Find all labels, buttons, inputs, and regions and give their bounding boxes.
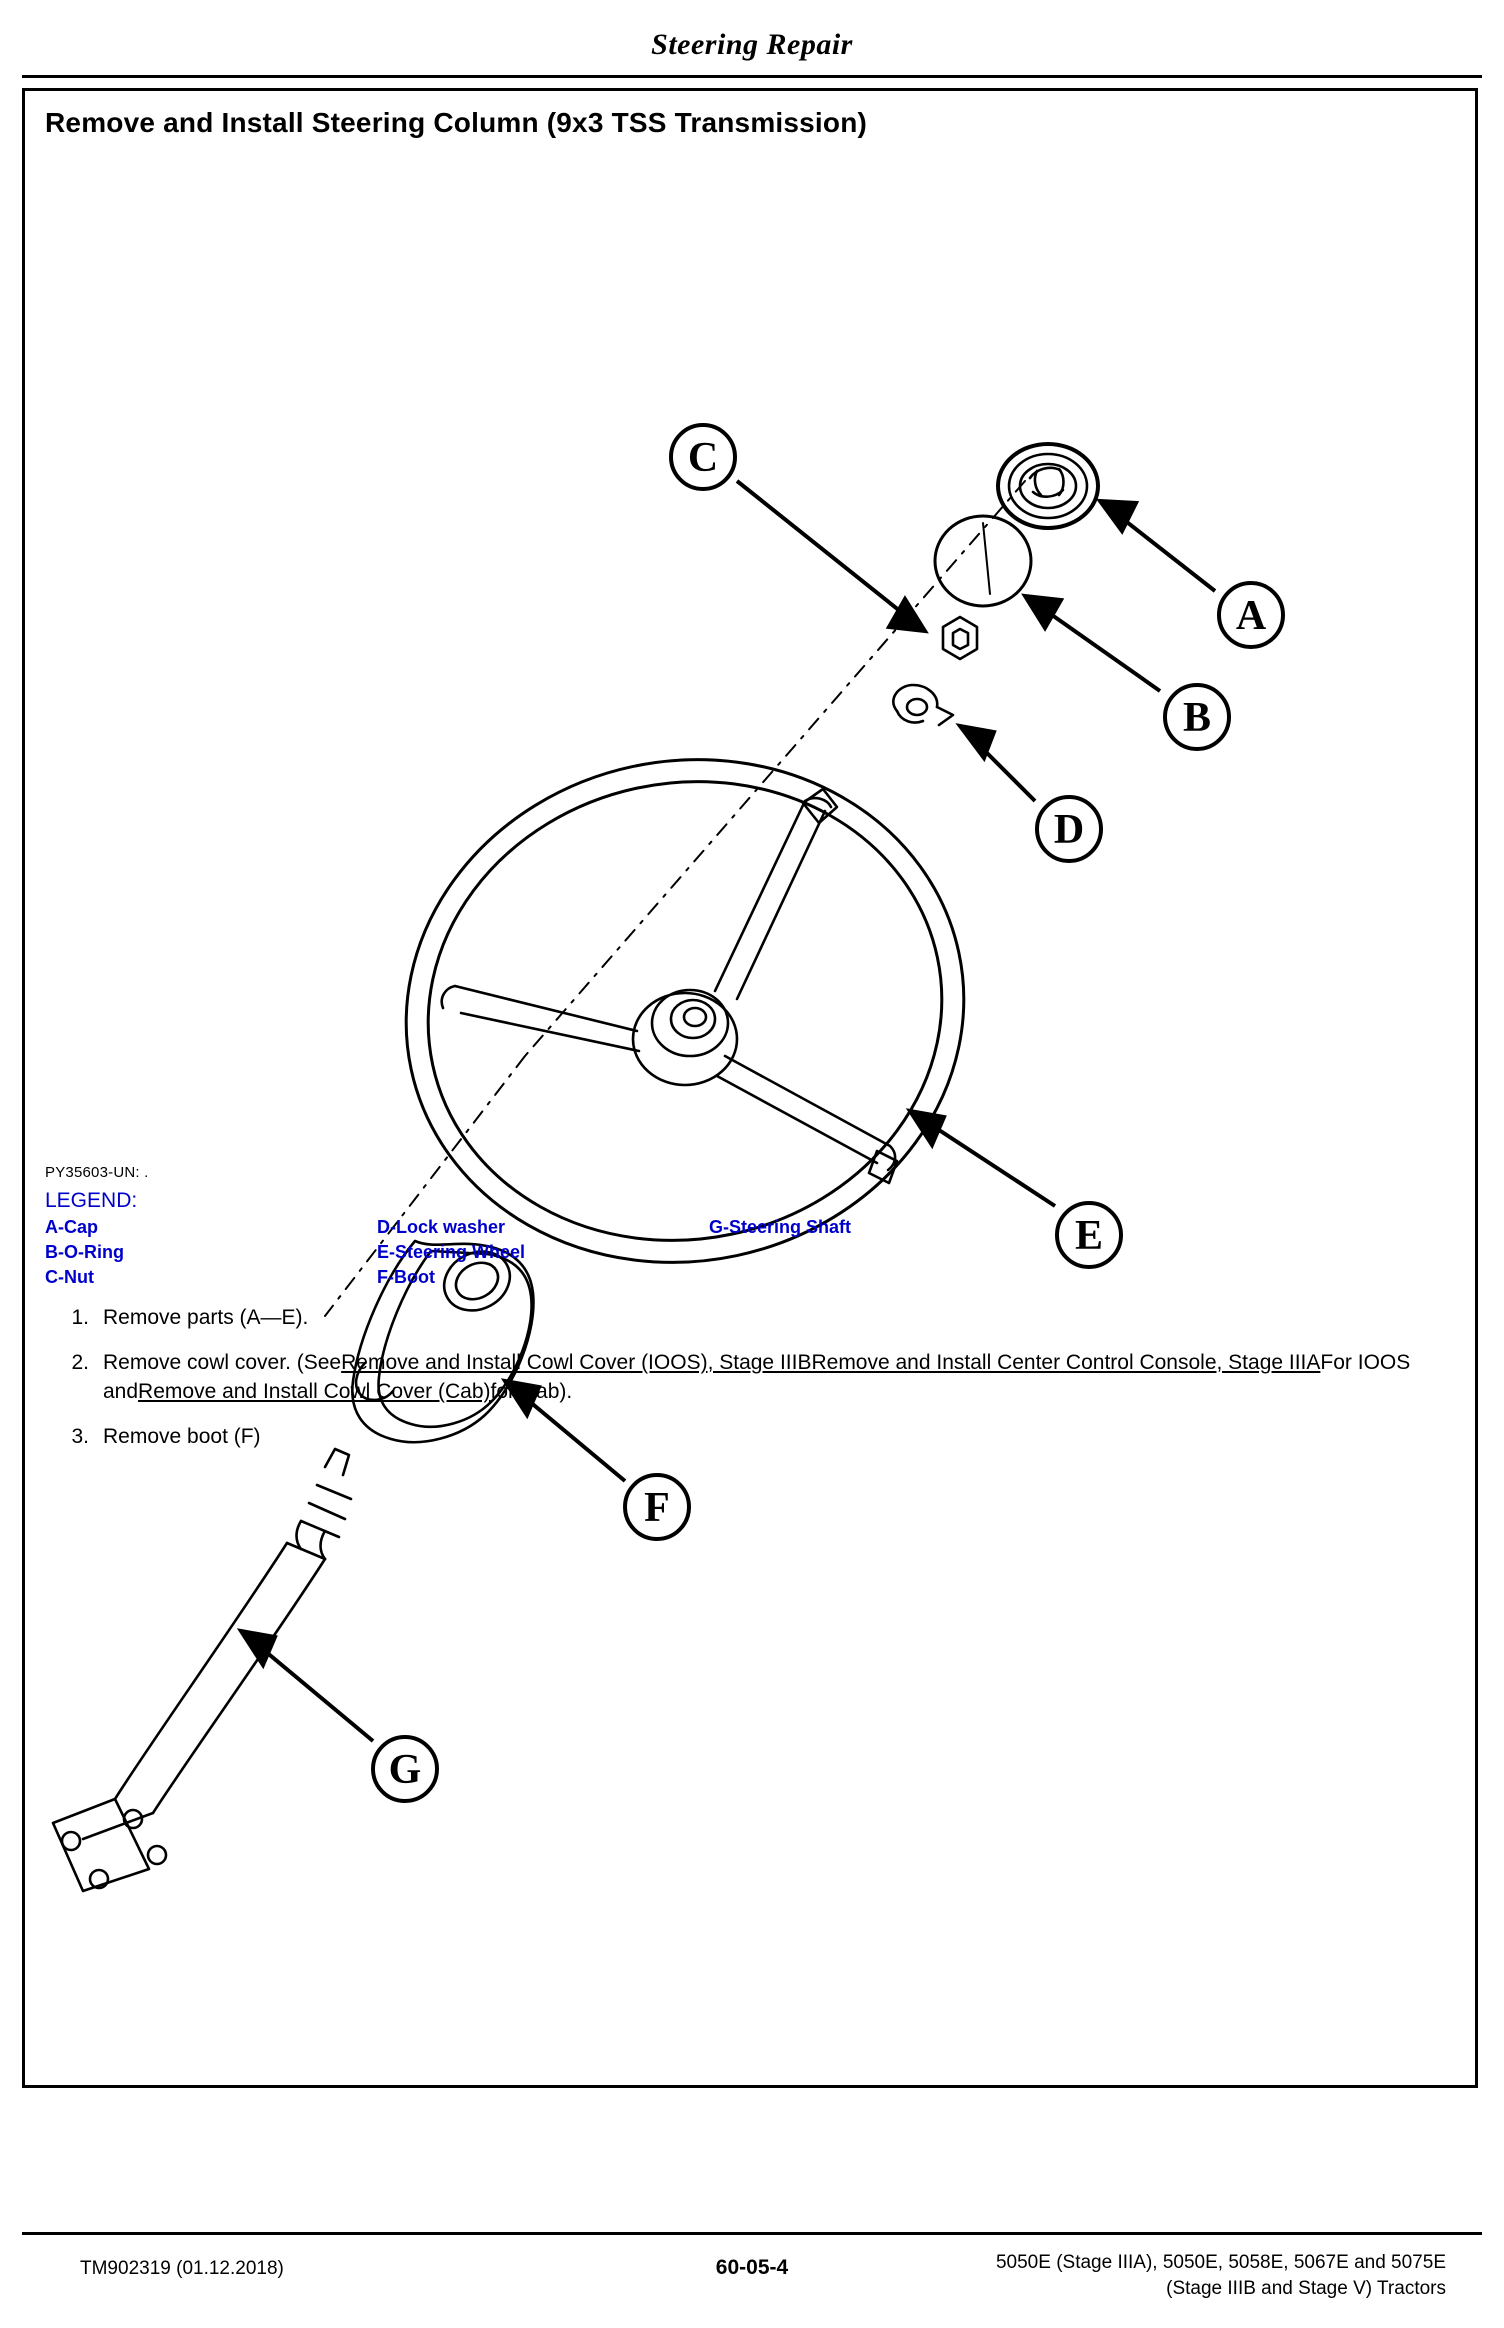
step-2-number: 2. (71, 1351, 89, 1374)
legend-item-d: D-Lock washer (377, 1217, 506, 1237)
legend-item-b: B-O-Ring (45, 1242, 124, 1262)
step-2-text-mid: For IOOS and (103, 1351, 1411, 1403)
legend-item-g: G-Steering Shaft (709, 1217, 852, 1237)
step-2-text-lead: Remove cowl cover. (See (103, 1351, 342, 1374)
legend-item-f: F-Boot (377, 1267, 435, 1287)
step-1 (49, 1303, 1449, 1332)
svg-text:G: G (388, 1747, 422, 1793)
legend-item-a: A-Cap (45, 1217, 98, 1237)
page-header (22, 28, 1482, 62)
lock-washer-part (893, 685, 953, 725)
svg-text:F: F (644, 1485, 670, 1531)
nut-part (943, 617, 977, 659)
step-2 (49, 1348, 1449, 1406)
link-center-control-console[interactable]: Remove and Install Center Control Console, Stage IIIA (811, 1351, 1321, 1374)
legend-column-1 (45, 1215, 124, 1290)
link-cowl-cover-ioos[interactable]: Remove and Install Cowl Cover (IOOS), Stage IIIB (341, 1351, 812, 1374)
legend-column-3 (709, 1215, 851, 1240)
step-1-text: Remove parts (A—E). (103, 1306, 309, 1329)
step-3-number: 3. (71, 1425, 89, 1448)
link-cowl-cover-cab[interactable]: Remove and Install Cowl Cover (Cab) (138, 1380, 491, 1403)
svg-text:C: C (687, 435, 719, 481)
procedure-steps (49, 1303, 1449, 1467)
cap-part (998, 444, 1098, 528)
o-ring-part (935, 516, 1031, 606)
svg-text:D: D (1053, 807, 1085, 853)
svg-text:B: B (1182, 695, 1212, 741)
footer-model-line-2: (Stage IIIB and Stage V) Tractors (1166, 2278, 1446, 2299)
legend-column-2 (377, 1215, 525, 1290)
footer-model-line-1: 5050E (Stage IIIA), 5050E, 5058E, 5067E and 5075E (995, 2252, 1446, 2273)
footer-page-number: 60-05-4 (715, 2256, 789, 2279)
header-title: Steering Repair (651, 28, 853, 61)
steering-shaft-part (53, 1449, 351, 1891)
svg-text:E: E (1074, 1213, 1104, 1259)
section-title: Remove and Install Steering Column (9x3 TSS Transmission) (45, 107, 868, 138)
svg-text:A: A (1235, 593, 1267, 639)
footer-document-number: TM902319 (01.12.2018) (80, 2258, 284, 2279)
legend-label: LEGEND: (45, 1189, 138, 1212)
callout-leaders (241, 481, 1215, 1741)
legend-item-c: C-Nut (45, 1267, 94, 1287)
header-divider (22, 75, 1482, 78)
step-2-text-end: for Cab). (490, 1380, 573, 1403)
footer-divider (22, 2232, 1482, 2235)
footer-model-info (996, 2250, 1446, 2302)
figure-id: PY35603-UN: . (45, 1164, 149, 1181)
step-3-text: Remove boot (F) (103, 1425, 261, 1448)
step-3 (49, 1422, 1449, 1451)
legend-item-e: E-Steering Wheel (377, 1242, 526, 1262)
content-frame (22, 88, 1478, 2088)
step-1-number: 1. (71, 1306, 89, 1329)
